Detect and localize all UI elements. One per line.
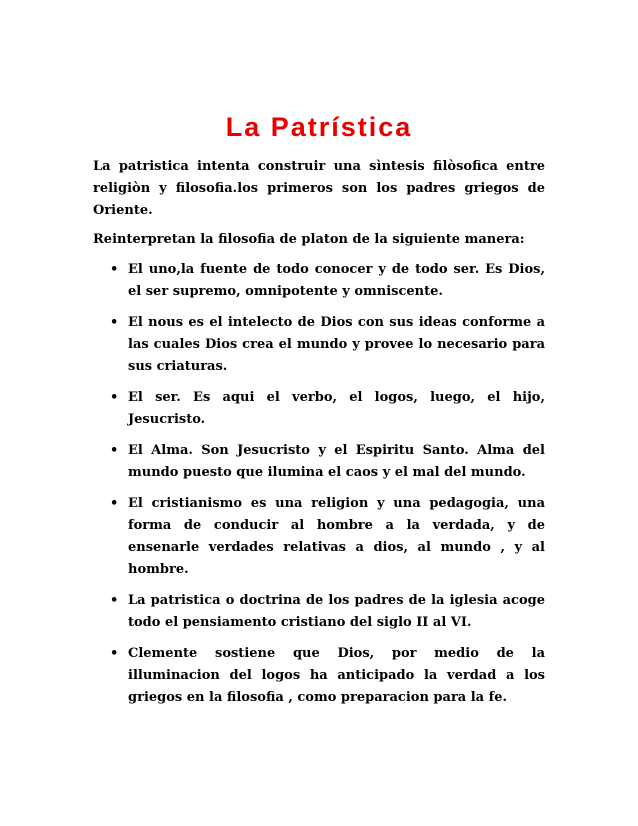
intro-paragraph: La patristica intenta construir una sìntesis filòsofica entre religiòn y filosofia.los primeros son los padres griegos de Oriente. <box>93 159 545 218</box>
list-item-text: El nous es el intelecto de Dios con sus ideas conforme a las cuales Dios crea el mundo y provee lo necesario para sus criaturas. <box>128 315 545 374</box>
lead-paragraph: Reinterpretan la filosofia de platon de la siguiente manera: <box>93 232 525 247</box>
list-item-text: El ser. Es aqui el verbo, el logos, luego, el hijo, Jesucristo. <box>128 390 545 427</box>
list-item <box>93 387 545 431</box>
list-item-text: El cristianismo es una religion y una pedagogia, una forma de conducir al hombre a la verdada, y de ensenarle verdades relativas a dios, al mundo , y al hombre. <box>128 496 545 577</box>
list-item <box>93 643 545 709</box>
bullet-icon: • <box>110 496 119 511</box>
list-item <box>93 440 545 484</box>
bullet-icon: • <box>110 593 119 608</box>
list-item <box>93 493 545 581</box>
list-item-text: La patristica o doctrina de los padres de la iglesia acoge todo el pensiamento cristiano del siglo II al VI. <box>128 593 545 630</box>
bullet-icon: • <box>110 646 119 661</box>
list-item-text: Clemente sostiene que Dios, por medio de la illuminacion del logos ha anticipado la verdad a los griegos en la filosofia , como preparacion para la fe. <box>128 646 545 705</box>
page-title: La Patrística <box>225 112 413 142</box>
list-item <box>93 590 545 634</box>
document-body <box>93 156 545 718</box>
bullet-icon: • <box>110 315 119 330</box>
bullet-list <box>93 259 545 709</box>
bullet-icon: • <box>110 390 119 405</box>
bullet-icon: • <box>110 443 119 458</box>
list-item-text: El uno,la fuente de todo conocer y de todo ser. Es Dios, el ser supremo, omnipotente y omniscente. <box>128 262 545 299</box>
list-item-text: El Alma. Son Jesucristo y el Espiritu Santo. Alma del mundo puesto que ilumina el caos y el mal del mundo. <box>128 443 545 480</box>
list-item <box>93 312 545 378</box>
list-item <box>93 259 545 303</box>
bullet-icon: • <box>110 262 119 277</box>
